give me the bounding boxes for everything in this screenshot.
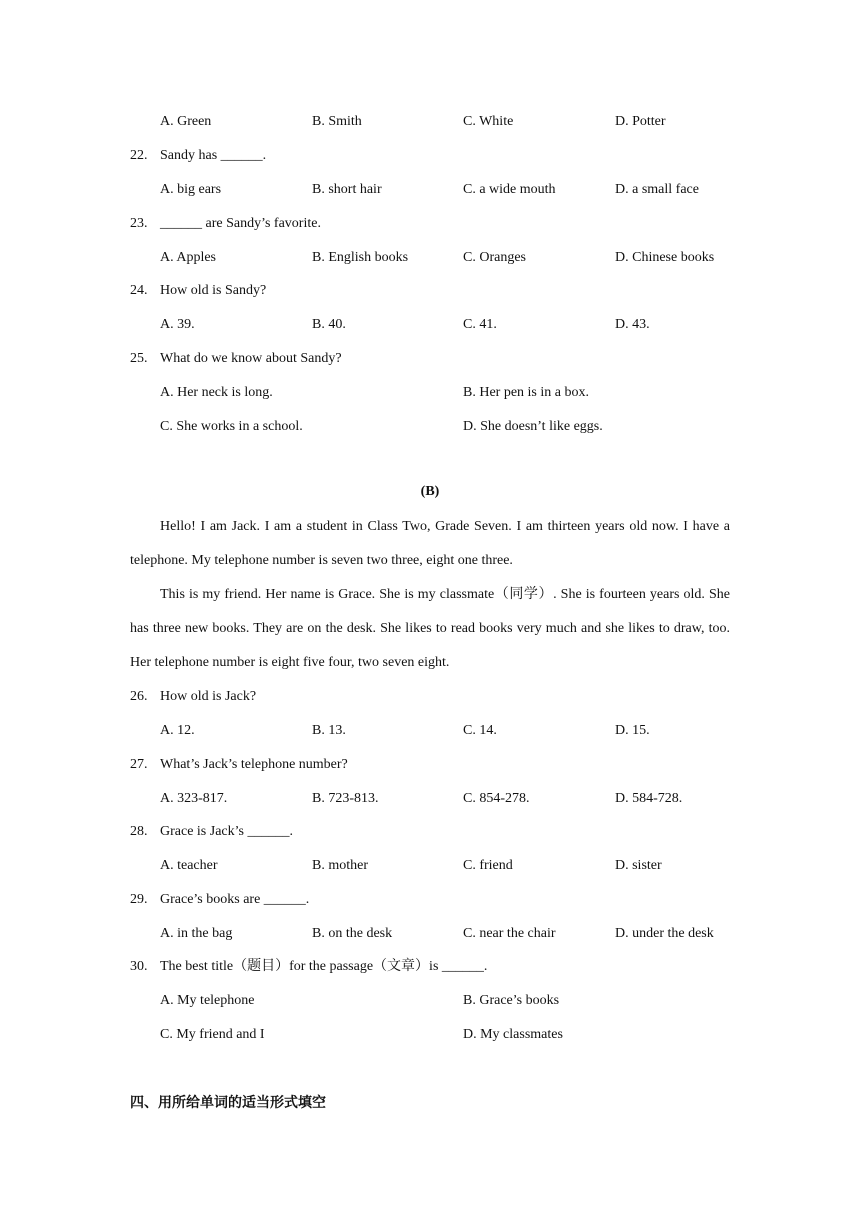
question-23-options (0, 248, 860, 268)
option-a: A. teacher (160, 858, 218, 873)
option-b: B. 723-813. (312, 791, 379, 806)
question-number: 26. (130, 689, 148, 704)
option-c: C. friend (463, 858, 513, 873)
question-text: ______ are Sandy’s favorite. (160, 216, 321, 231)
option-b: B. Grace’s books (463, 993, 560, 1008)
question-number: 30. (130, 959, 148, 974)
question-29-options (0, 924, 860, 944)
question-24 (0, 281, 860, 301)
question-number: 27. (130, 757, 148, 772)
option-b: B. mother (312, 858, 368, 873)
question-28 (0, 822, 860, 842)
section-heading: 四、用所给单词的适当形式填空 (130, 1095, 326, 1111)
option-b: B. Her pen is in a box. (463, 385, 589, 400)
option-c: C. 41. (463, 317, 497, 332)
question-27 (0, 755, 860, 775)
option-d: D. Chinese books (615, 250, 715, 265)
question-number: 24. (130, 283, 148, 298)
question-21-options (0, 112, 860, 132)
question-text: How old is Sandy? (160, 283, 267, 298)
question-number: 23. (130, 216, 148, 231)
option-c: C. White (463, 114, 514, 129)
question-22 (0, 146, 860, 166)
question-number: 29. (130, 892, 148, 907)
option-d: D. Potter (615, 114, 666, 129)
option-d: D. a small face (615, 182, 699, 197)
question-30 (0, 957, 860, 977)
option-a: A. 323-817. (160, 791, 228, 806)
option-c: C. 14. (463, 723, 497, 738)
option-a: A. Apples (160, 250, 216, 265)
option-b: B. Smith (312, 114, 362, 129)
passage-paragraph-1: Hello! I am Jack. I am a student in Class Two, Grade Seven. I am thirteen years old now. I have a telephone. My telephone number is seven two three, eight one three. (130, 519, 730, 568)
question-30-options-row2 (0, 1025, 860, 1045)
question-text: Grace’s books are ______. (160, 892, 310, 907)
passage-b-heading: (B) (420, 484, 440, 499)
option-a: A. Green (160, 114, 212, 129)
option-b: B. on the desk (312, 926, 393, 941)
option-a: A. 12. (160, 723, 195, 738)
option-d: D. She doesn’t like eggs. (463, 419, 603, 434)
option-c: C. Oranges (463, 250, 526, 265)
question-text: The best title（题目）for the passage（文章）is ______. (160, 959, 488, 974)
question-25-options-row1 (0, 383, 860, 403)
option-c: C. near the chair (463, 926, 556, 941)
option-d: D. 15. (615, 723, 650, 738)
option-b: B. 40. (312, 317, 346, 332)
question-25 (0, 349, 860, 369)
option-d: D. under the desk (615, 926, 714, 941)
option-a: A. My telephone (160, 993, 255, 1008)
question-30-options-row1 (0, 991, 860, 1011)
option-b: B. 13. (312, 723, 346, 738)
option-c: C. She works in a school. (160, 419, 303, 434)
question-text: Grace is Jack’s ______. (160, 824, 293, 839)
option-a: A. in the bag (160, 926, 233, 941)
question-26 (0, 687, 860, 707)
option-a: A. big ears (160, 182, 222, 197)
option-d: D. 43. (615, 317, 650, 332)
question-23 (0, 214, 860, 234)
option-a: A. Her neck is long. (160, 385, 273, 400)
question-text: What do we know about Sandy? (160, 351, 342, 366)
option-c: C. a wide mouth (463, 182, 556, 197)
option-d: D. 584-728. (615, 791, 683, 806)
option-b: B. short hair (312, 182, 382, 197)
option-d: D. sister (615, 858, 662, 873)
question-text: How old is Jack? (160, 689, 257, 704)
option-c: C. My friend and I (160, 1027, 265, 1042)
passage-paragraph-2: This is my friend. Her name is Grace. She is my classmate（同学）. She is fourteen years old. She has three new books. They are on the desk. She likes to read books very much and she likes to draw, too. Her telephone number is eight five four, two seven eight. (130, 587, 730, 670)
question-25-options-row2 (0, 417, 860, 437)
question-text: Sandy has ______. (160, 148, 267, 163)
question-26-options (0, 721, 860, 741)
option-d: D. My classmates (463, 1027, 563, 1042)
option-b: B. English books (312, 250, 409, 265)
question-28-options (0, 856, 860, 876)
question-22-options (0, 180, 860, 200)
question-24-options (0, 315, 860, 335)
question-29 (0, 890, 860, 910)
question-text: What’s Jack’s telephone number? (160, 757, 348, 772)
question-number: 28. (130, 824, 148, 839)
question-27-options (0, 789, 860, 809)
option-a: A. 39. (160, 317, 195, 332)
question-number: 22. (130, 148, 148, 163)
option-c: C. 854-278. (463, 791, 530, 806)
question-number: 25. (130, 351, 148, 366)
